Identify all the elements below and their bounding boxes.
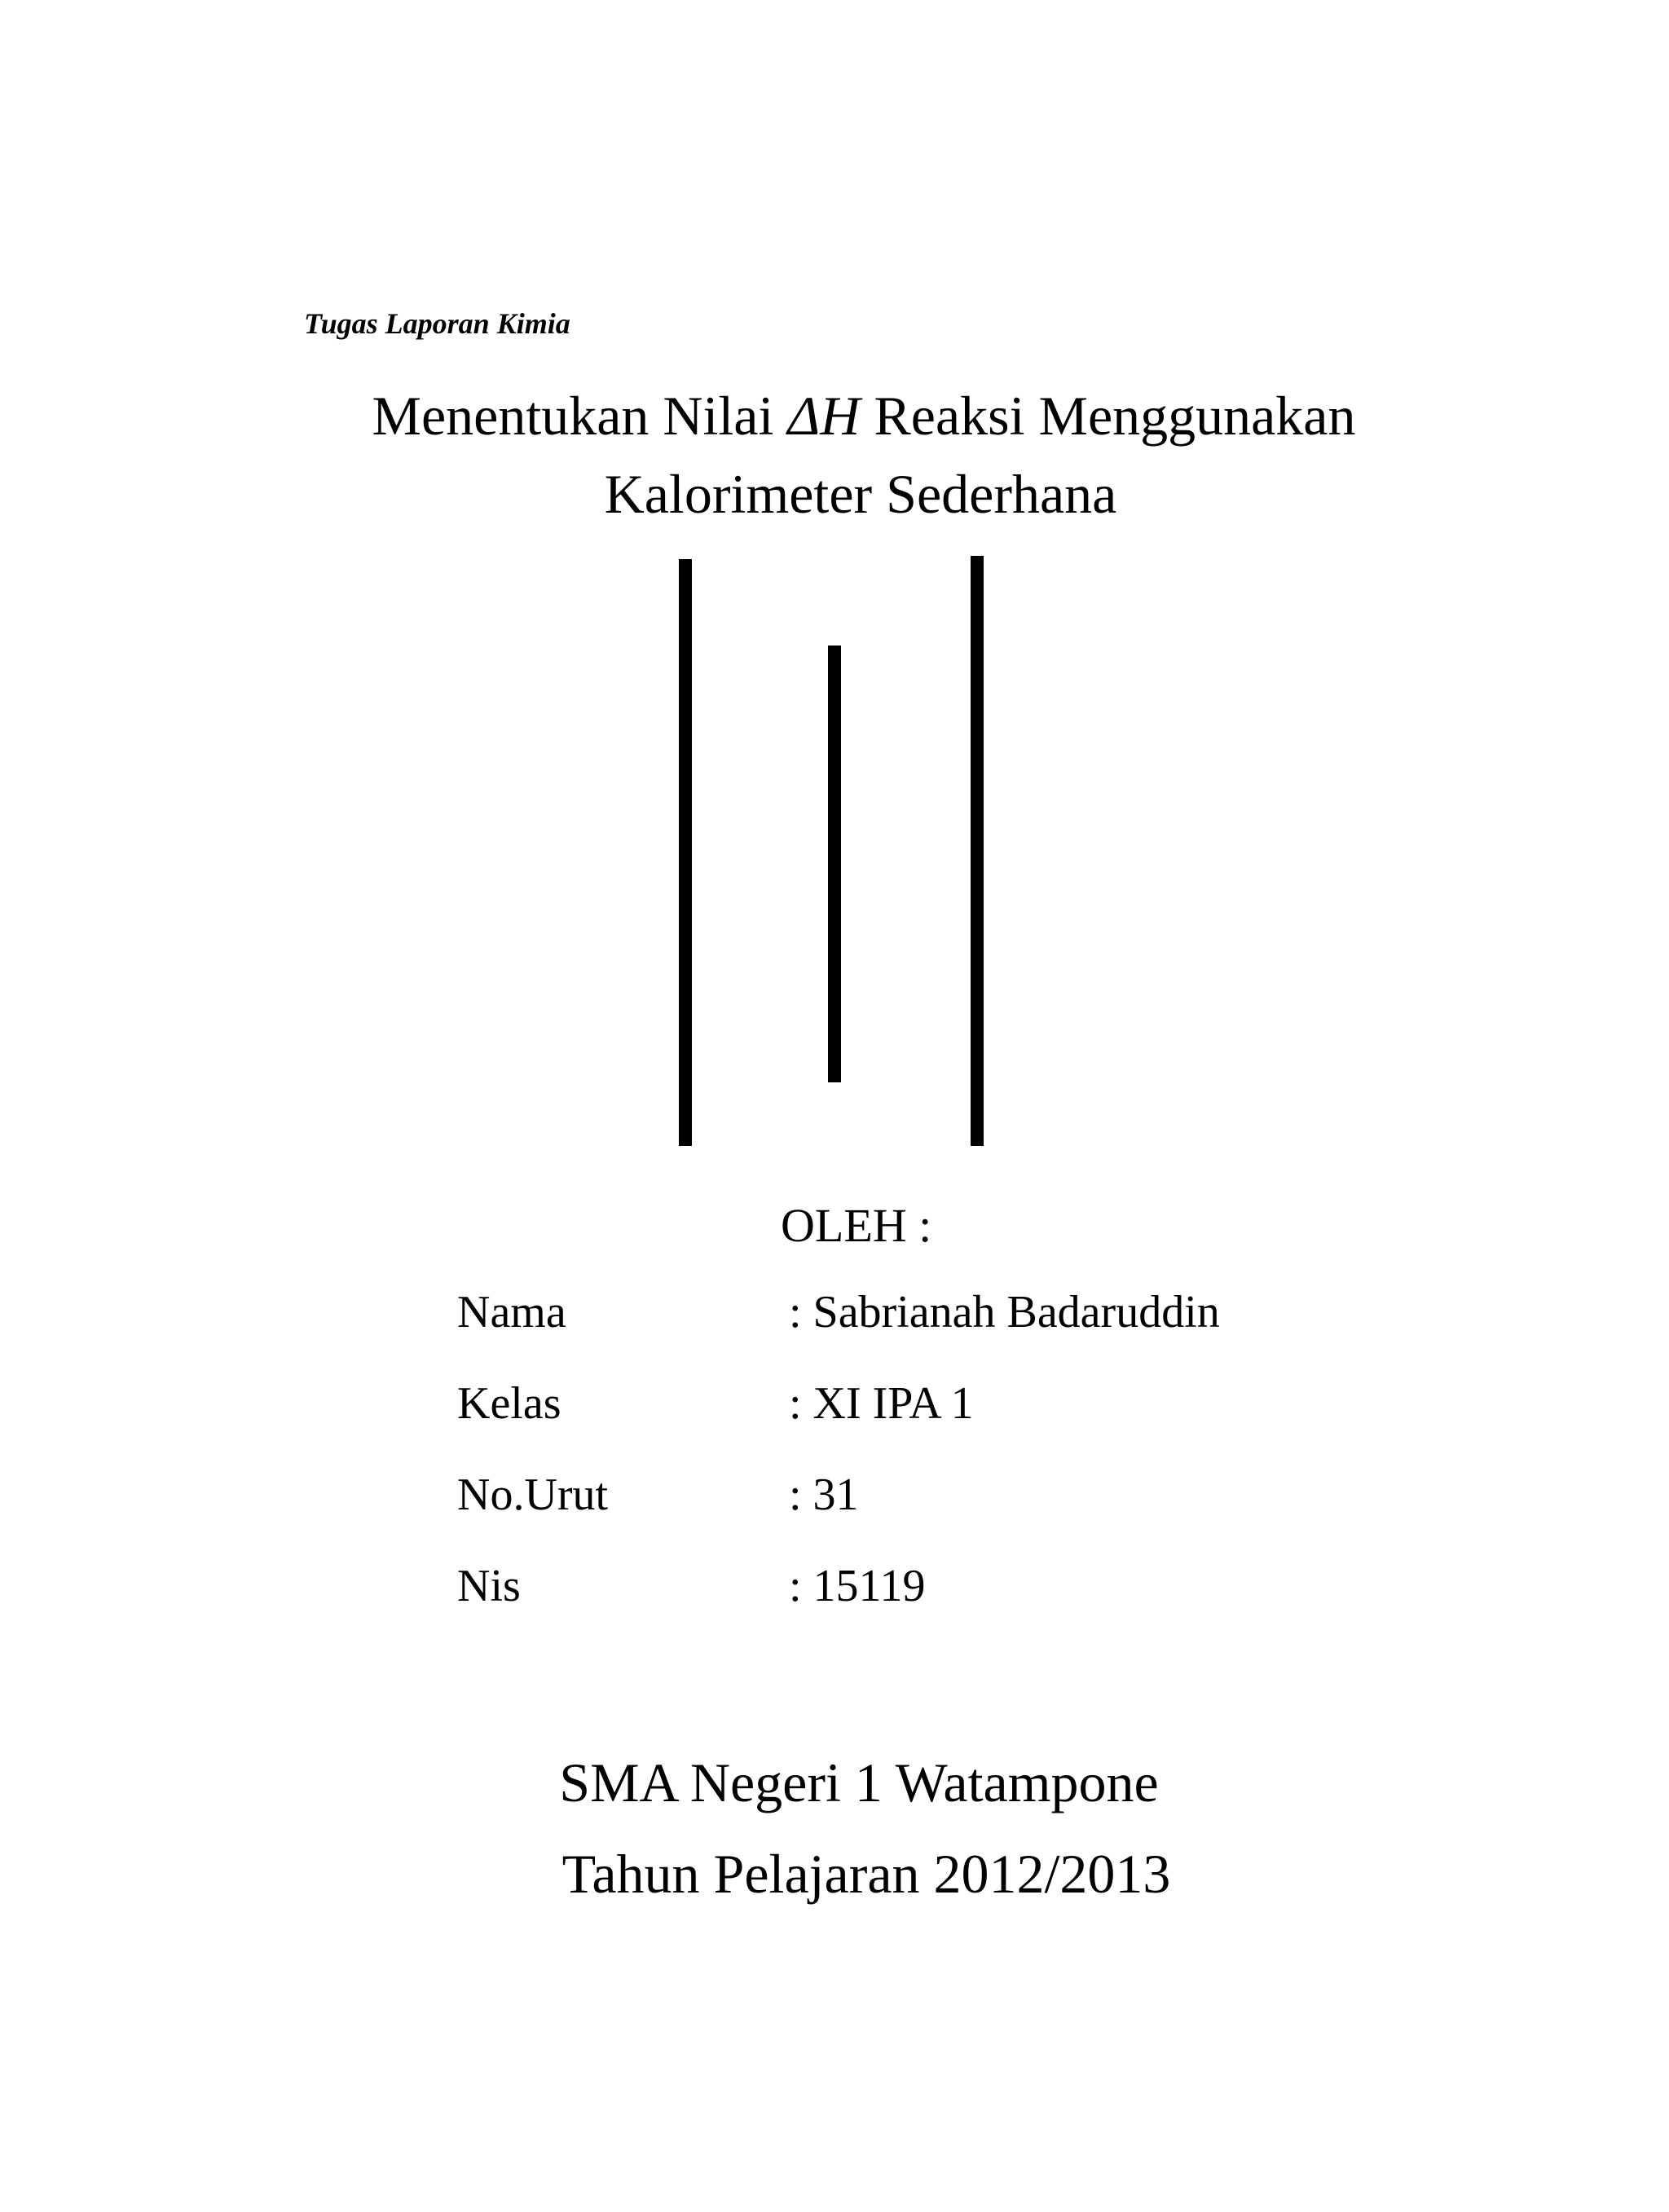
decorative-bar-middle [828, 646, 841, 1082]
school-name: SMA Negeri 1 Watampone [559, 1752, 1159, 1813]
academic-year: Tahun Pelajaran 2012/2013 [561, 1843, 1171, 1905]
decorative-bar-left [679, 559, 692, 1146]
decorative-bar-right [971, 556, 984, 1146]
title-suffix: Reaksi Menggunakan [860, 385, 1356, 447]
field-label-kelas: Kelas [457, 1378, 561, 1429]
field-value-nis: : 15119 [789, 1561, 926, 1611]
title-prefix: Menentukan Nilai [372, 385, 788, 447]
report-title-line-2: Kalorimeter Sederhana [604, 463, 1117, 525]
field-value-nama: : Sabrianah Badaruddin [789, 1287, 1220, 1337]
field-label-nis: Nis [457, 1561, 521, 1611]
field-label-nama: Nama [457, 1287, 566, 1337]
report-title-line-1 [0, 385, 1669, 447]
field-value-kelas: : XI IPA 1 [789, 1378, 974, 1429]
subject-label: Tugas Laporan Kimia [304, 307, 570, 340]
field-label-no-urut: No.Urut [457, 1470, 609, 1520]
author-heading: OLEH : [781, 1199, 932, 1252]
delta-h-symbol: ΔH [787, 385, 861, 447]
field-value-no-urut: : 31 [789, 1470, 859, 1520]
